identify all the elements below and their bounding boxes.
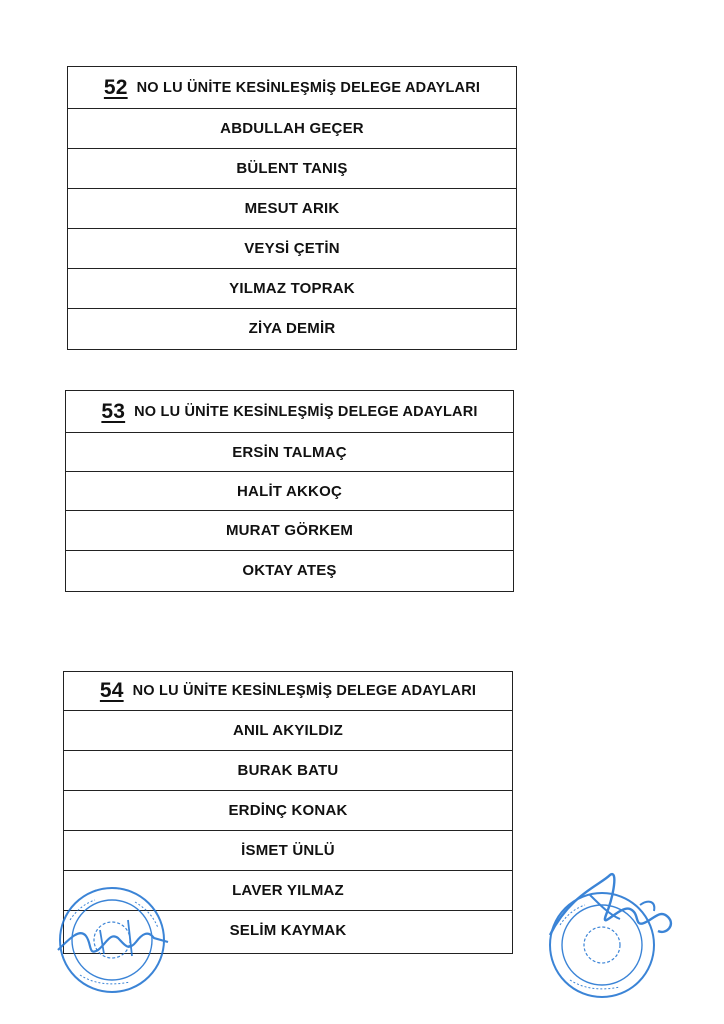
candidate-row: OKTAY ATEŞ <box>66 550 513 590</box>
table-heading <box>66 391 513 432</box>
candidate-row: ANIL AKYILDIZ <box>64 710 512 750</box>
unit-number: 52 <box>103 75 128 99</box>
official-stamp-left <box>40 880 190 1000</box>
candidate-row: İSMET ÜNLÜ <box>64 830 512 870</box>
candidate-row: BURAK BATU <box>64 750 512 790</box>
official-stamp-right <box>530 865 690 1005</box>
candidate-row: HALİT AKKOÇ <box>66 471 513 510</box>
candidate-row: SELİM KAYMAK <box>64 910 512 950</box>
candidate-row: LAVER YILMAZ <box>64 870 512 910</box>
table-heading <box>68 67 516 108</box>
candidate-row: ERDİNÇ KONAK <box>64 790 512 830</box>
unit-number: 53 <box>101 399 126 423</box>
candidate-row: YILMAZ TOPRAK <box>68 268 516 308</box>
table-heading-text: NO LU ÜNİTE KESİNLEŞMİŞ DELEGE ADAYLARI <box>134 403 478 420</box>
candidate-row: MURAT GÖRKEM <box>66 510 513 550</box>
table-heading-text: NO LU ÜNİTE KESİNLEŞMİŞ DELEGE ADAYLARI <box>132 683 477 699</box>
candidate-row: ERSİN TALMAÇ <box>66 432 513 471</box>
unit-number: 54 <box>99 679 124 702</box>
delegate-table-52 <box>67 66 517 350</box>
table-heading-text: NO LU ÜNİTE KESİNLEŞMİŞ DELEGE ADAYLARI <box>136 79 481 96</box>
candidate-row: VEYSİ ÇETİN <box>68 228 516 268</box>
candidate-row: ABDULLAH GEÇER <box>68 108 516 148</box>
candidate-row: MESUT ARIK <box>68 188 516 228</box>
delegate-table-53 <box>65 390 514 592</box>
candidate-row: ZİYA DEMİR <box>68 308 516 348</box>
table-heading <box>64 672 512 710</box>
candidate-row: BÜLENT TANIŞ <box>68 148 516 188</box>
